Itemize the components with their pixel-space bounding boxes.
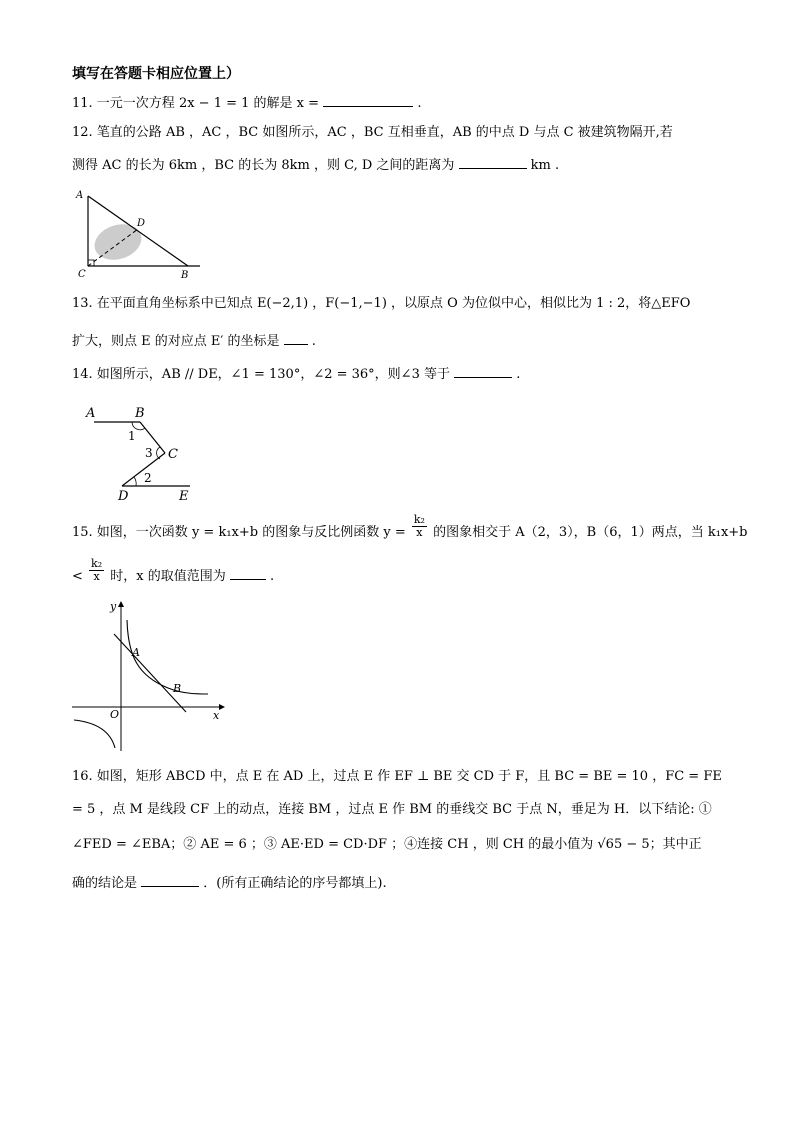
angle-2-arc [134,477,136,486]
question-15-line-2 [72,557,275,587]
q15-part1: 15. 如图，一次函数 y = k₁x+b 的图象与反比例函数 y = [72,525,406,540]
label-y: y [110,600,117,613]
label-A: A [86,406,96,421]
q12-line2-end: km . [530,158,560,173]
q13-line2-text: 扩大，则点 E 的对应点 E′ 的坐标是 [72,334,280,349]
q11-end: . [417,96,422,111]
label-D: D [118,489,129,504]
q15-line2-rest: 时，x 的取值范围为 [110,569,226,584]
q15-less-than: < [72,569,83,584]
label-B: B [181,270,189,281]
question-12-line-1: 12. 笔直的公路 AB ，AC ，BC 如图所示，AC ，BC 互相垂直，AB 的中点 D 与点 C 被建筑物隔开,若 [72,125,673,140]
question-16-line-3: ∠FED = ∠EBA；② AE = 6 ；③ AE·ED = CD·DF ；④连接 CH ，则 CH 的最小值为 √65 − 5；其中正 [72,837,702,852]
q13-answer-blank[interactable] [284,330,308,345]
q15-function-graph [68,596,233,756]
q16-line4-text: 确的结论是 [72,876,138,891]
question-13-line-2 [72,330,316,352]
q14-end: . [516,367,521,382]
label-D: D [137,218,146,229]
fraction-denominator: x [416,526,423,539]
label-angle-2: 2 [144,471,152,485]
label-angle-3: 3 [145,446,153,460]
question-15-line-1 [72,513,748,543]
q16-answer-blank[interactable] [141,872,199,887]
label-O: O [110,708,120,721]
question-14 [72,363,520,385]
section-heading: 填写在答题卡相应位置上） [72,66,240,82]
q12-line2-text: 测得 AC 的长为 6km ，BC 的长为 8km ，则 C, D 之间的距离为 [72,158,455,173]
question-16-line-4 [72,872,387,894]
question-16-line-2: = 5 ，点 M 是线段 CF 上的动点，连接 BM ，过点 E 作 BM 的垂线交 BC 于点 N，垂足为 H．以下结论: ① [72,802,712,817]
label-A: A [76,190,84,201]
fraction-numerator: k₂ [91,557,103,570]
q12-triangle-figure [70,182,210,282]
fraction-denominator: x [93,570,100,583]
fraction-k2-over-x [412,514,427,539]
label-A: A [132,646,140,659]
q14-text: 14. 如图所示，AB // DE，∠1 = 130°，∠2 = 36°，则∠3 等于 [72,367,450,382]
q16-line4-end: ．(所有正确结论的序号都填上). [203,876,387,891]
label-E: E [179,489,189,504]
q15-part2: 的图象相交于 A（2，3），B（6，1）两点，当 k₁x+b [433,525,748,540]
question-12-line-2 [72,154,559,176]
label-x: x [213,709,220,722]
q13-line2-end: . [311,334,316,349]
label-angle-1: 1 [128,429,136,443]
q12-answer-blank[interactable] [459,154,527,169]
q11-text: 11. 一元一次方程 2x − 1 = 1 的解是 x = [72,96,320,111]
label-C: C [168,447,178,462]
question-13-line-1: 13. 在平面直角坐标系中已知点 E(−2,1) ，F(−1,−1) ，以原点 O 为位似中心，相似比为 1 : 2，将△EFO [72,296,691,311]
label-C: C [78,269,86,280]
question-16-line-1: 16. 如图，矩形 ABCD 中，点 E 在 AD 上，过点 E 作 EF ⊥ BE 交 CD 于 F，且 BC = BE = 10 ，FC = FE [72,769,722,784]
q11-answer-blank[interactable] [323,92,413,107]
label-B: B [173,682,182,695]
linear-function-line [114,634,186,712]
q15-answer-blank[interactable] [230,565,266,580]
label-B: B [135,406,145,421]
fraction-numerator: k₂ [413,513,425,526]
hyperbola-branch-3 [74,720,115,748]
q14-parallel-lines-figure [82,400,202,505]
q15-line2-end: . [270,569,275,584]
question-11 [72,92,421,114]
fraction-k2-over-x-2 [89,558,104,583]
q14-answer-blank[interactable] [454,363,512,378]
